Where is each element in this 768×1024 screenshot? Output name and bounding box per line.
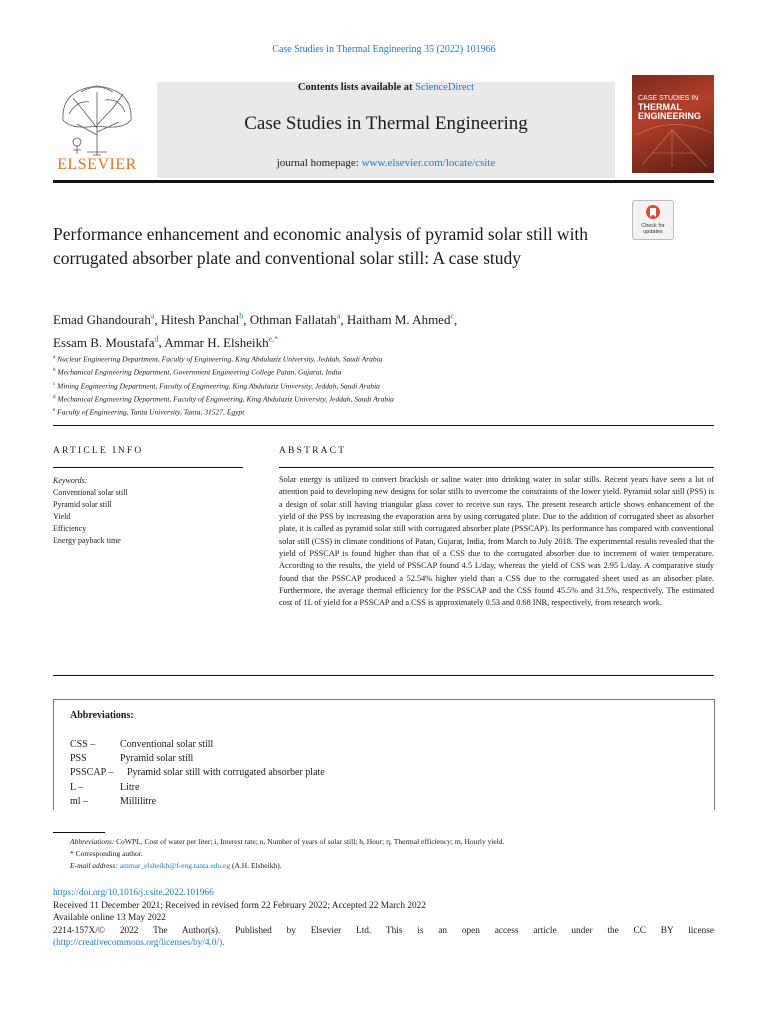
affiliation-text: Mining Engineering Department, Faculty of Engineering, King Abdulaziz University, Jeddah, Saudi Arabia (57, 381, 380, 391)
author-list: Emad Ghandourah$^a$, Hitesh Panchal$^b$, Othman Fallatah$^a$, Haitham M. Ahmed$^c$, Essam B. Moustafa$^d$, Ammar H. Elsheikh$^{e,*}$ (53, 312, 458, 350)
license-link[interactable]: (http://creativecommons.org/licenses/by/4.0/). (53, 938, 225, 949)
abbreviation-value: Pyramid solar still (120, 753, 194, 764)
article-info-heading: ARTICLE INFO (53, 446, 144, 456)
homepage-line (157, 157, 615, 169)
affiliation-text: Faculty of Engineering, Tanta University, Tanta, 31527, Egypt (57, 407, 245, 417)
affiliation-mark: a (53, 355, 56, 360)
keyword: Efficiency (53, 524, 87, 533)
author-name: Haitham M. Ahmed (346, 312, 451, 328)
section-rule (53, 425, 714, 426)
elsevier-wordmark: ELSEVIER (57, 156, 137, 173)
article-info-rule (53, 467, 243, 468)
contents-line (157, 82, 615, 93)
author-name: Emad Ghandourah (53, 312, 151, 328)
doi-link[interactable]: https://doi.org/10.1016/j.csite.2022.101966 (53, 888, 214, 898)
author-affiliation-mark[interactable]: d (154, 334, 159, 344)
footnote-corresponding: * Corresponding author. (70, 849, 143, 858)
affiliation-mark: c (53, 381, 56, 387)
author-affiliation-mark[interactable]: e,* (268, 334, 279, 344)
affiliation-list (53, 352, 693, 418)
author-affiliation-mark[interactable]: a (150, 312, 155, 321)
abbreviation-key: ml – (70, 796, 89, 807)
email-label: E-mail address: (70, 861, 118, 870)
abbreviation-key: PSSCAP – (70, 767, 114, 778)
author[interactable] (53, 335, 158, 350)
bookmark-icon (645, 204, 661, 222)
header-rule (53, 180, 714, 183)
keyword: Yield (53, 512, 71, 521)
abstract-text: Solar energy is utilized to convert brackish or saline water into drinking water in solar stills. Recent years have seen a lot of attention paid to developing new designs for solar stills to overcome the constraints of the lower yield. Pyramid solar still (PSS) is a design of solar still having triangular glass cover to receive sun rays. The present research article shows enhancement of the yield of the PSS by increasing the evaporation area by using corrugated plate. Due to the addition of corrugated sheet as absorber plate, it is called as pyramid solar still with corrugated absorber plate (PSSCAP). Its performance has compared with conventional solar still (CSS) in climate conditions of Patan, Gujarat, India, from March to July 2018. The experimental results revealed that the yield of PSSCAP is found higher than that of a CSS due to the corrugated absorber due to increment of water temperature. According to the results, the yield of PSSCAP found 4.5 L/day, whereas the yield of CSS was 2.95 L/day. A comparative study found that the PSSCAP produced a 52.54% higher yield than a CSS due to the corrugated sheet used as an absorber plate. Furthermore, the average thermal efficiency for the PSSCAP and the CSS found 45.5% and 31.5%, respectively. The estimated cost of 1L of yield for a PSSCAP and a CSS is approximately 0.53 and 0.68 INR, respectively, from research work. (279, 475, 714, 608)
cover-title-big: THERMAL ENGINEERING (638, 101, 702, 121)
abstract-rule (279, 467, 714, 468)
homepage-prefix: journal homepage: (276, 157, 362, 169)
affiliation-mark: d (53, 394, 56, 400)
author-name: Essam B. Moustafa (53, 334, 155, 350)
author-affiliation-mark[interactable]: b (239, 312, 244, 321)
affiliation-mark: b (53, 368, 56, 374)
affiliation-mark: e (53, 408, 56, 414)
abbreviation-value: Conventional solar still (120, 739, 214, 750)
author-name: Hitesh Panchal (160, 312, 240, 328)
check-badge-line2: updates (643, 229, 663, 235)
keyword: Pyramid solar still (53, 500, 112, 509)
abbreviations-heading: Abbreviations: (70, 710, 134, 721)
affiliation (53, 365, 693, 378)
author[interactable] (53, 312, 154, 327)
keywords-block (53, 475, 253, 547)
received-dates: Received 11 December 2021; Received in revised form 22 February 2022; Accepted 22 March 2022 (53, 900, 426, 911)
license-text: 2214-157X/© 2022 The Author(s). Published by Elsevier Ltd. This is an open access article under the CC BY license (53, 925, 714, 936)
author-name: Othman Fallatah (249, 312, 337, 328)
abbreviation-key: PSS (70, 753, 87, 764)
author-affiliation-mark[interactable]: c (450, 312, 455, 321)
sciencedirect-link[interactable]: ScienceDirect (415, 82, 475, 93)
check-badge-text (633, 223, 673, 235)
email-link[interactable]: ammar_elsheikh@f-eng.tanta.edu.eg (119, 861, 231, 870)
affiliation-text: Nuclear Engineering Department, Faculty of Engineering, King Abdulaziz University, Jeddah, Saudi Arabia (57, 354, 383, 364)
homepage-link[interactable]: www.elsevier.com/locate/csite (361, 157, 496, 169)
abbreviation-value: Pyramid solar still with corrugated absorber plate (127, 767, 325, 778)
footnote-rule (53, 832, 105, 833)
footnote-abbrev-text: CoWPL, Cost of water per liter; i, Interest rate; n, Number of years of solar still; h, Hour; η, Thermal efficiency; m, Hourly yield. (114, 837, 505, 846)
contents-prefix: Contents lists available at (297, 82, 416, 93)
footnotes (70, 836, 710, 872)
author[interactable] (161, 312, 243, 327)
affiliation (53, 379, 693, 392)
author-name: Ammar H. Elsheikh (164, 334, 269, 350)
tree-icon (53, 80, 141, 156)
footnote-abbrev-label: Abbreviations: (70, 837, 115, 846)
author[interactable] (347, 312, 454, 327)
affiliation-text: Mechanical Engineering Department, Faculty of Engineering, King Abdulaziz University, Jeddah, Saudi Arabia (57, 394, 394, 404)
author[interactable] (164, 335, 278, 350)
keywords-label: Keywords: (53, 476, 88, 485)
keyword: Conventional solar still (53, 488, 128, 497)
available-online: Available online 13 May 2022 (53, 913, 166, 924)
journal-reference[interactable]: Case Studies in Thermal Engineering 35 (2022) 101966 (272, 44, 496, 55)
abstract-heading: ABSTRACT (279, 446, 347, 456)
affiliation (53, 352, 693, 365)
keyword: Energy payback time (53, 536, 121, 545)
check-for-updates-badge[interactable] (632, 200, 674, 240)
abbreviation-key: L – (70, 782, 84, 793)
publication-info (53, 887, 714, 950)
cover-graphic (632, 75, 714, 173)
abbreviation-key: CSS – (70, 739, 96, 750)
affiliation (53, 392, 693, 405)
check-badge-line1: Check for (641, 223, 665, 229)
article-title: Performance enhancement and economic analysis of pyramid solar still with corrugated absorber plate and conventional solar still: A case study (53, 224, 589, 268)
affiliation (53, 405, 693, 418)
abbreviation-value: Millilitre (120, 796, 157, 807)
author-affiliation-mark[interactable]: a (336, 312, 341, 321)
abbreviation-value: Litre (120, 782, 140, 793)
footnote-abbreviations (70, 836, 710, 848)
cover-title-small: CASE STUDIES IN (638, 95, 699, 102)
email-suffix: (A.H. Elsheikh). (230, 861, 282, 870)
author[interactable] (250, 312, 341, 327)
journal-title: Case Studies in Thermal Engineering (244, 113, 528, 134)
license-link-line (53, 937, 714, 950)
journal-cover-thumbnail[interactable] (632, 75, 714, 173)
affiliation-text: Mechanical Engineering Department, Government Engineering College Patan, Gujarat, India (57, 367, 342, 377)
abstract-bottom-rule (53, 675, 714, 676)
footnote-email (70, 860, 710, 872)
